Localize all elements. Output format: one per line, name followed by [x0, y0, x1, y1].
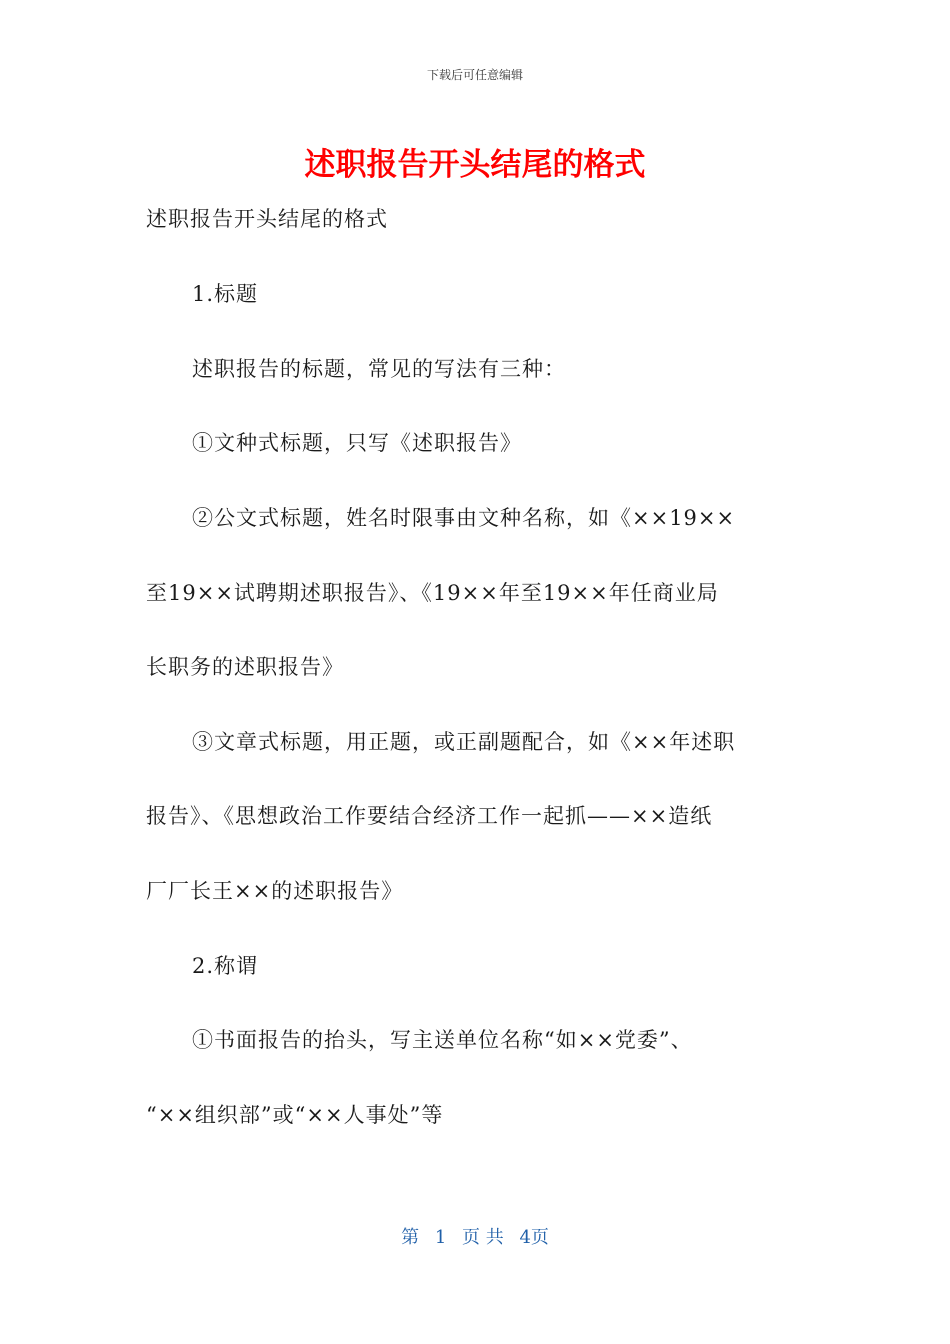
- body-line-heading-2: 2.称谓: [192, 954, 259, 978]
- body-line: ②公文式标题，姓名时限事由文种名称，如《××19××: [192, 506, 736, 530]
- body-line: “××组织部”或“××人事处”等: [146, 1103, 444, 1127]
- body-line: ①文种式标题，只写《述职报告》: [192, 431, 522, 455]
- body-line-heading-1: 1.标题: [192, 282, 259, 306]
- footer-current-page: 1: [434, 1227, 447, 1248]
- page-header-note: 下载后可任意编辑: [426, 68, 523, 82]
- body-line: 述职报告的标题，常见的写法有三种：: [192, 357, 566, 381]
- body-line-subtitle: 述职报告开头结尾的格式: [146, 207, 388, 231]
- body-line: 至19××试聘期述职报告》、《19××年至19××年任商业局: [146, 581, 719, 605]
- footer-middle: 页 共: [462, 1227, 504, 1248]
- body-line: 长职务的述职报告》: [146, 655, 344, 679]
- body-line: 厂厂长王××的述职报告》: [146, 879, 404, 903]
- body-line: ①书面报告的抬头，写主送单位名称“如××党委”、: [192, 1028, 693, 1052]
- footer-total-pages: 4页: [519, 1227, 549, 1248]
- body-line: 报告》、《思想政治工作要结合经济工作一起抓——××造纸: [146, 804, 713, 828]
- page-footer: [0, 1226, 950, 1250]
- document-title: 述职报告开头结尾的格式: [304, 147, 646, 183]
- footer-prefix: 第: [401, 1227, 420, 1248]
- body-line: ③文章式标题，用正题，或正副题配合，如《××年述职: [192, 730, 736, 754]
